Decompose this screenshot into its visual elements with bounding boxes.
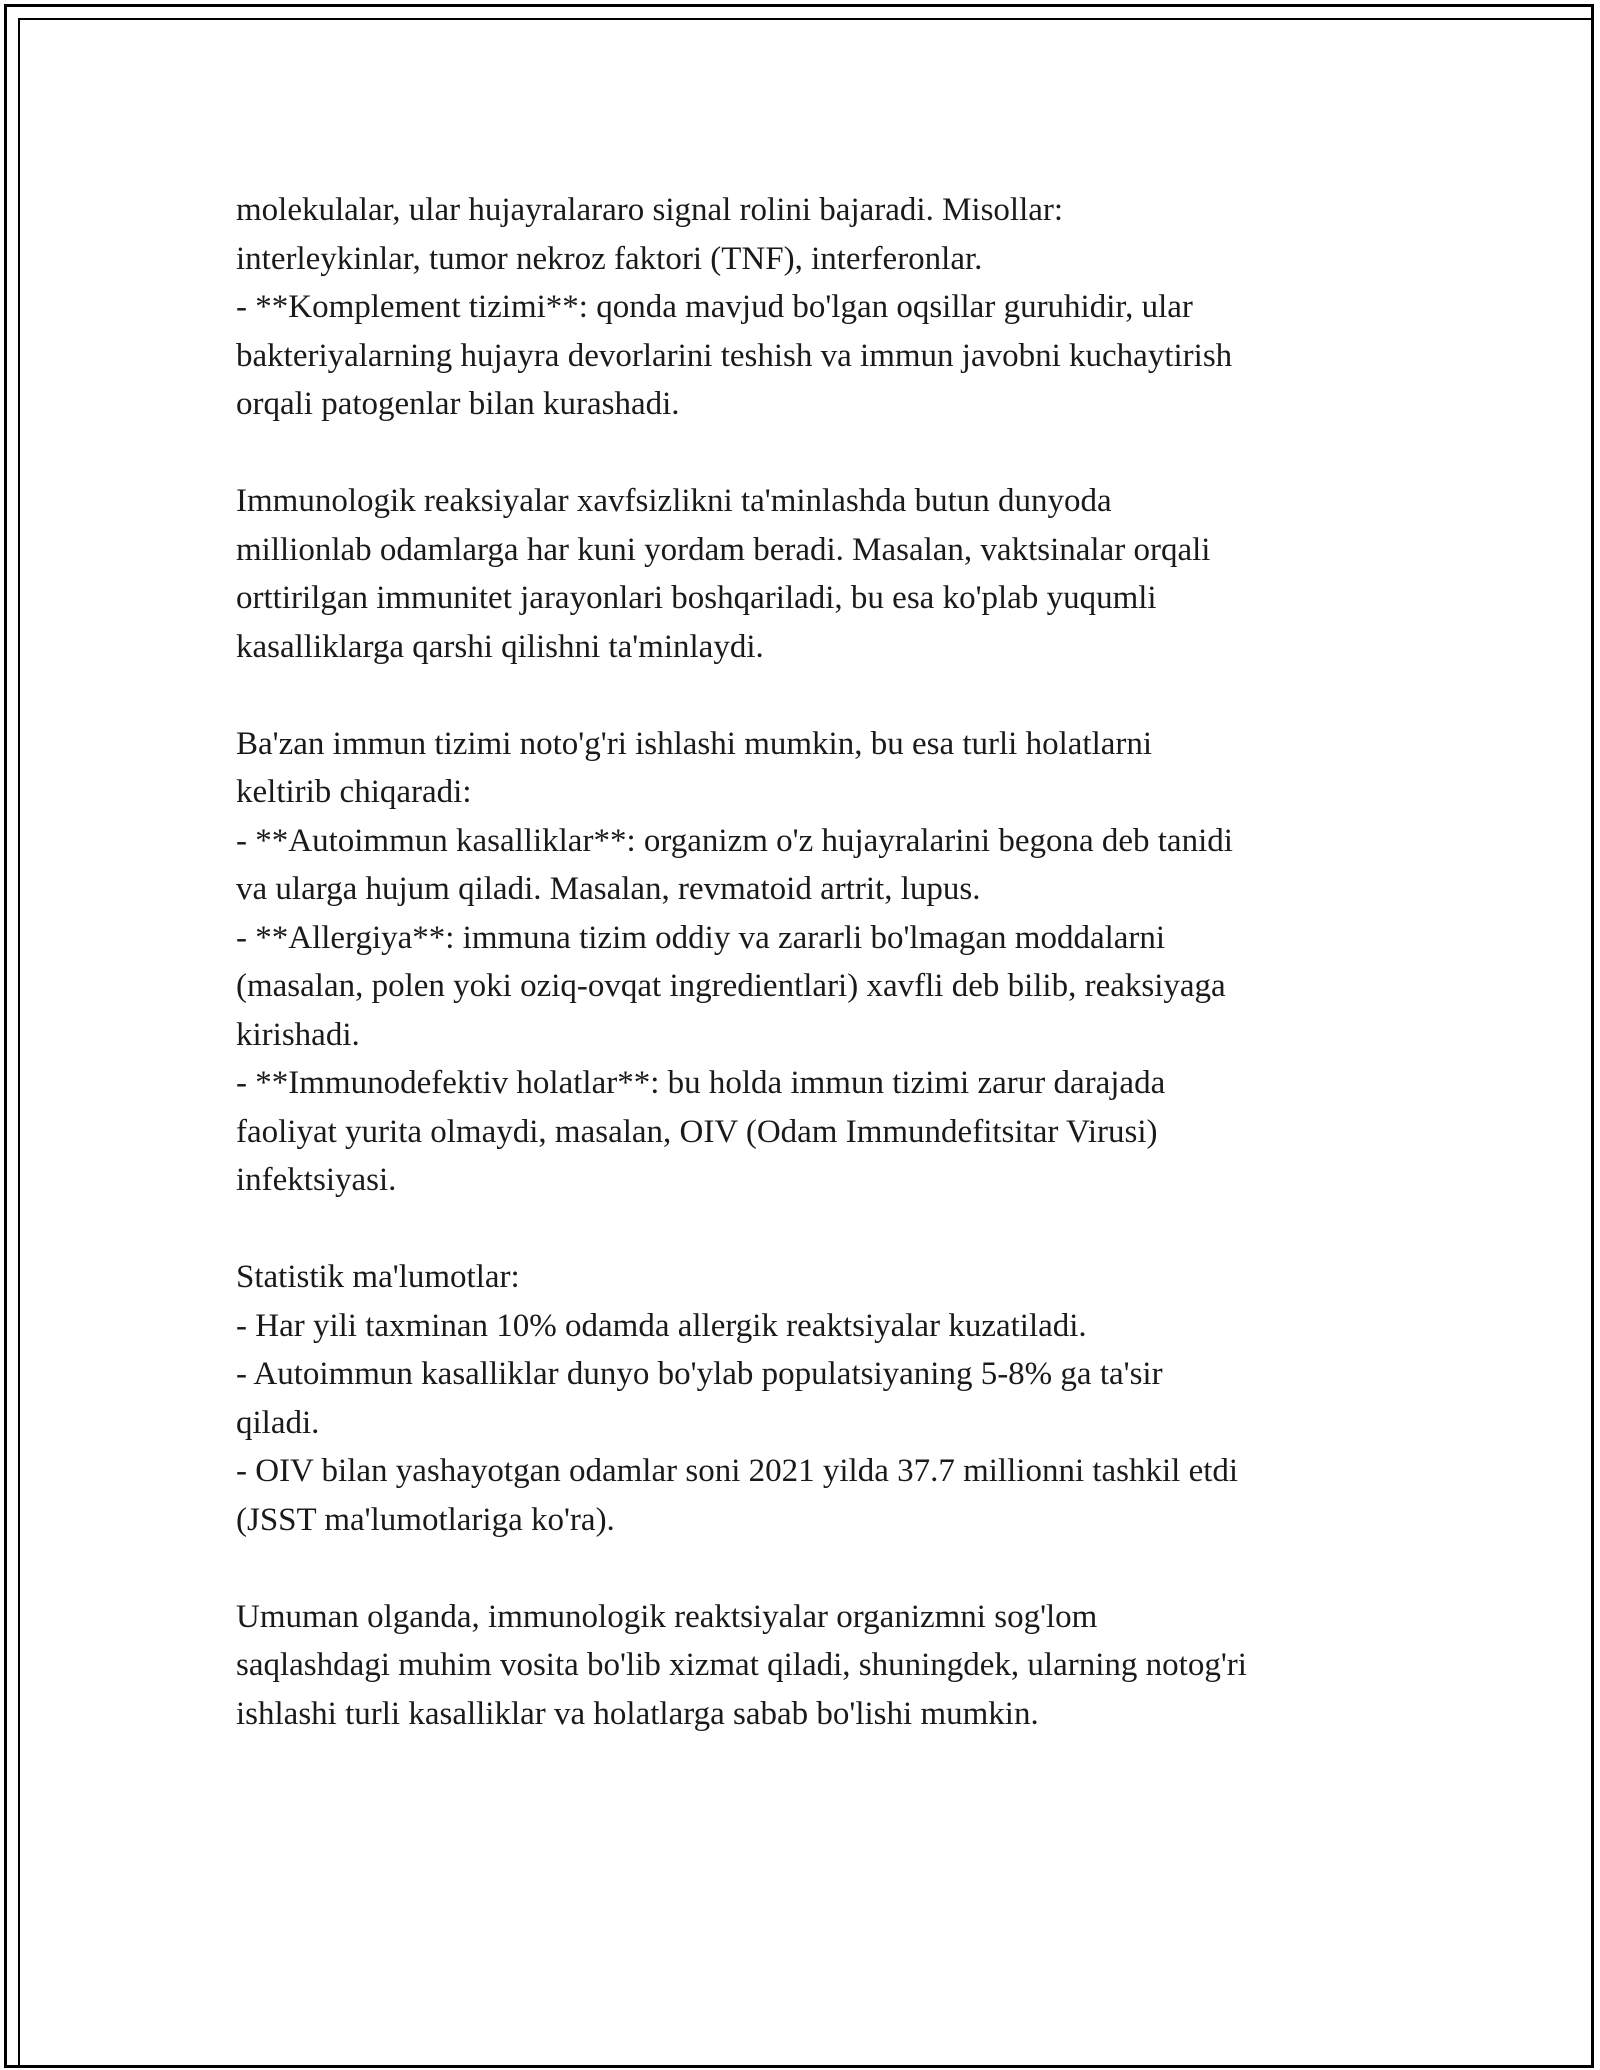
text-line: - Autoimmun kasalliklar dunyo bo'ylab populatsiyaning 5-8% ga ta'sir xyxy=(236,1356,1163,1392)
text-line: orqali patogenlar bilan kurashadi. xyxy=(236,386,680,422)
text-line: orttirilgan immunitet jarayonlari boshqariladi, bu esa ko'plab yuqumli xyxy=(236,580,1157,616)
text-line: molekulalar, ular hujayralararo signal rolini bajaradi. Misollar: xyxy=(236,192,1064,228)
paragraph-immune-disorders xyxy=(236,720,1386,1205)
text-line: bakteriyalarning hujayra devorlarini teshish va immun javobni kuchaytirish xyxy=(236,337,1233,374)
paragraph-gap xyxy=(236,671,1386,720)
text-line: - **Immunodefektiv holatlar**: bu holda immun tizimi zarur darajada xyxy=(236,1065,1166,1101)
text-line: va ularga hujum qiladi. Masalan, revmatoid artrit, lupus. xyxy=(236,871,981,907)
paragraph-conclusion xyxy=(236,1593,1386,1739)
text-line: (JSST ma'lumotlariga ko'ra). xyxy=(236,1501,615,1538)
paragraph-immunologic-reactions xyxy=(236,477,1386,671)
text-line: - **Komplement tizimi**: qonda mavjud bo'lgan oqsillar guruhidir, ular xyxy=(236,289,1193,325)
paragraph-statistics xyxy=(236,1253,1386,1544)
text-line: Immunologik reaksiyalar xavfsizlikni ta'minlashda butun dunyoda xyxy=(236,483,1112,519)
text-line: - OIV bilan yashayotgan odamlar soni 2021 yilda 37.7 millionni tashkil etdi xyxy=(236,1453,1239,1489)
text-line: infektsiyasi. xyxy=(236,1162,397,1198)
text-line: - Har yili taxminan 10% odamda allergik reaktsiyalar kuzatiladi. xyxy=(236,1307,1087,1344)
paragraph-gap xyxy=(236,1544,1386,1593)
text-line: (masalan, polen yoki oziq-ovqat ingredientlari) xavfli deb bilib, reaksiyaga xyxy=(236,968,1226,1004)
text-line: saqlashdagi muhim vosita bo'lib xizmat qiladi, shuningdek, ularning notog'ri xyxy=(236,1647,1247,1683)
text-line: Statistik ma'lumotlar: xyxy=(236,1259,520,1295)
text-line: faoliyat yurita olmaydi, masalan, OIV (Odam Immundefitsitar Virusi) xyxy=(236,1113,1158,1150)
text-line: - **Autoimmun kasalliklar**: organizm o'z hujayralarini begona deb tanidi xyxy=(236,822,1233,859)
paragraph-gap xyxy=(236,1205,1386,1254)
document-body xyxy=(236,186,1386,1738)
text-line: ishlashi turli kasalliklar va holatlarga sabab bo'lishi mumkin. xyxy=(236,1695,1039,1732)
text-line: millionlab odamlarga har kuni yordam beradi. Masalan, vaktsinalar orqali xyxy=(236,531,1211,568)
text-line: qiladi. xyxy=(236,1404,320,1441)
text-line: Umuman olganda, immunologik reaktsiyalar organizmni sog'lom xyxy=(236,1598,1098,1635)
paragraph-cytokines-complement xyxy=(236,186,1386,429)
text-line: kirishadi. xyxy=(236,1016,360,1053)
text-line: - **Allergiya**: immuna tizim oddiy va zararli bo'lmagan moddalarni xyxy=(236,919,1166,956)
text-line: Ba'zan immun tizimi noto'g'ri ishlashi mumkin, bu esa turli holatlarni xyxy=(236,725,1153,762)
text-line: keltirib chiqaradi: xyxy=(236,774,472,810)
text-line: interleykinlar, tumor nekroz faktori (TNF), interferonlar. xyxy=(236,240,983,277)
text-line: kasalliklarga qarshi qilishni ta'minlaydi. xyxy=(236,628,764,665)
paragraph-gap xyxy=(236,429,1386,478)
